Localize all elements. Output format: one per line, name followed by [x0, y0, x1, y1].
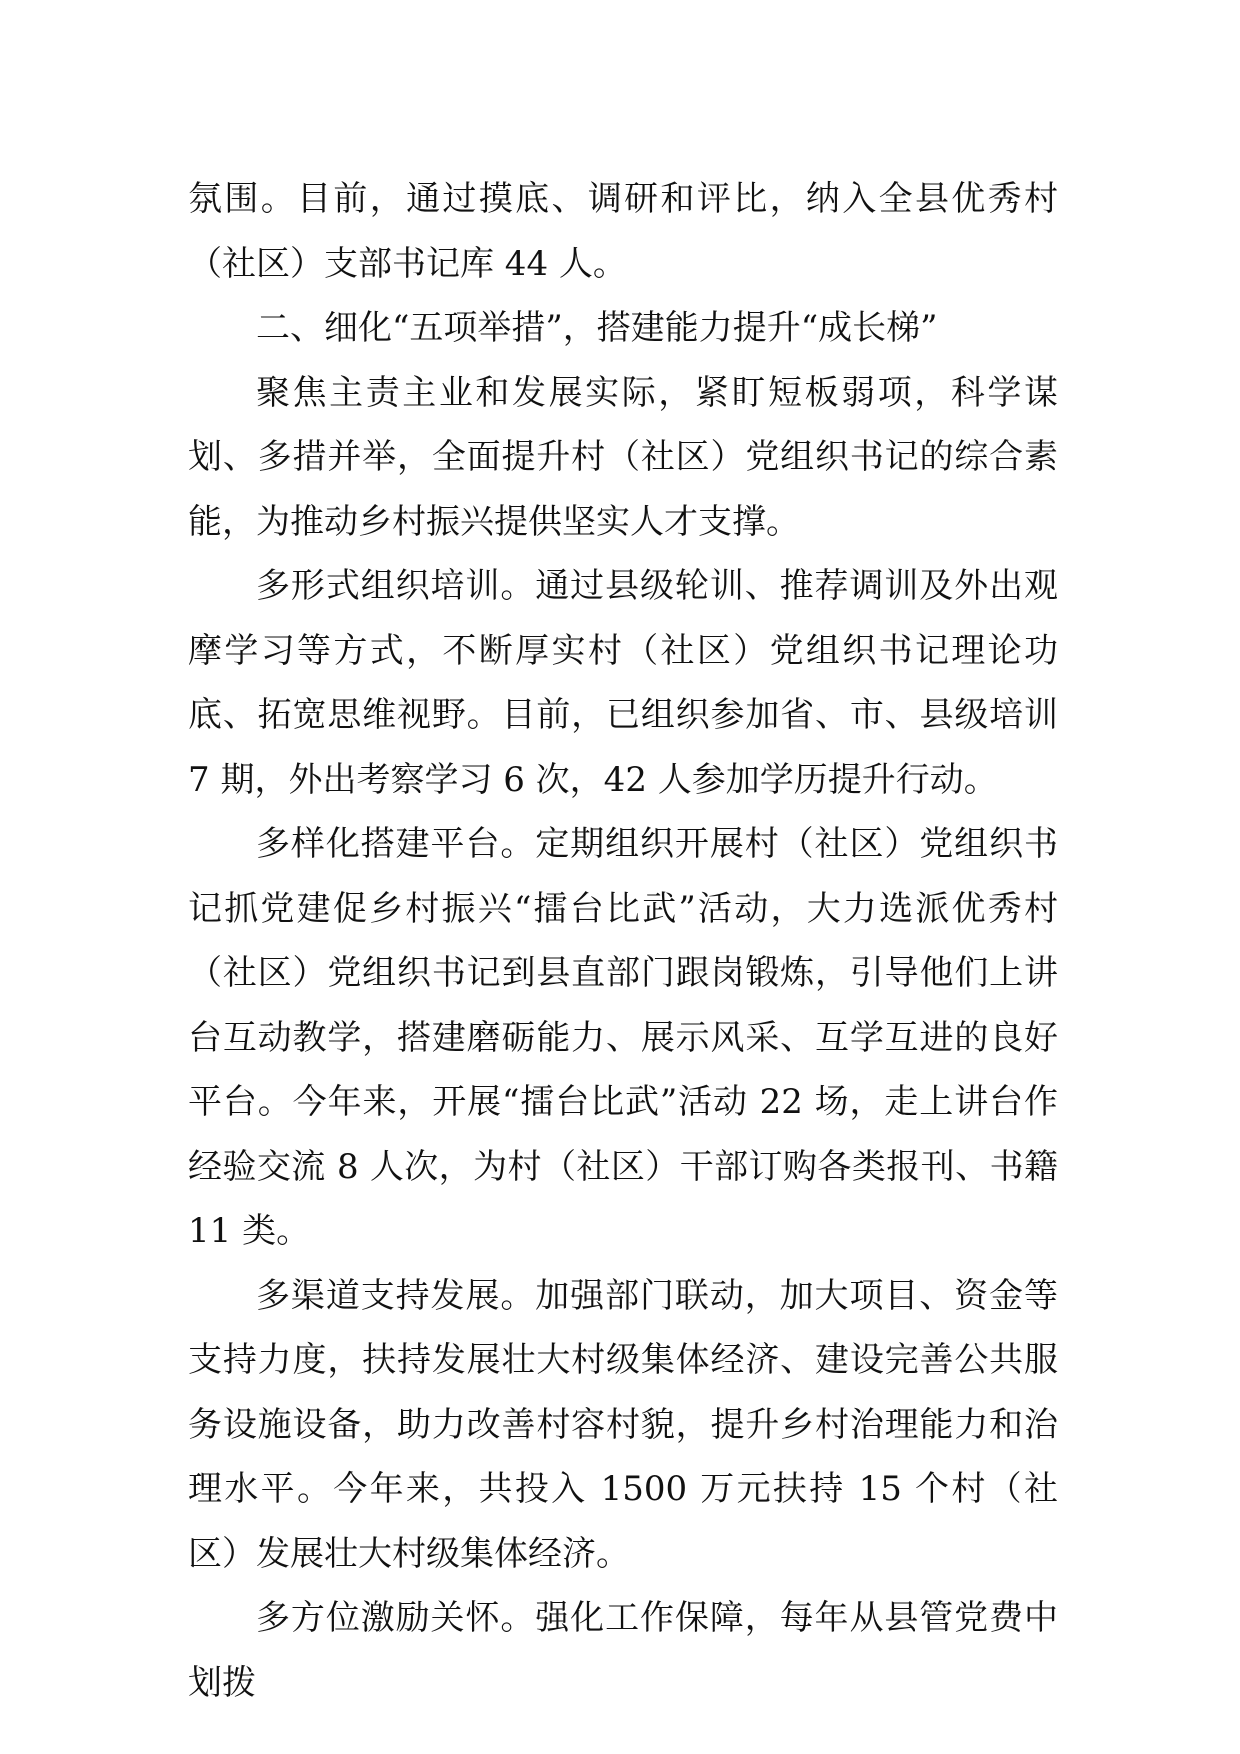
paragraph-development: 多渠道支持发展。加强部门联动，加大项目、资金等支持力度，扶持发展壮大村级集体经济、建设完善公共服务设施设备，助力改善村容村貌，提升乡村治理能力和治理水平。今年来，共投入 1500 万元扶持 15 个村（社区）发展壮大村级集体经济。 — [188, 1275, 1058, 1574]
paragraph-incentive: 多方位激励关怀。强化工作保障，每年从县管党费中划拨 — [188, 1598, 1058, 1703]
paragraph-training: 多形式组织培训。通过县级轮训、推荐调训及外出观摩学习等方式，不断厚实村（社区）党组织书记理论功底、拓宽思维视野。目前，已组织参加省、市、县级培训 7 期，外出考察学习 6 次，42 人参加学历提升行动。 — [188, 566, 1058, 800]
section-heading: 二、细化“五项举措”，搭建能力提升“成长梯” — [256, 308, 938, 348]
paragraph-intro: 聚焦主责主业和发展实际，紧盯短板弱项，科学谋划、多措并举，全面提升村（社区）党组织书记的综合素能，为推动乡村振兴提供坚实人才支撑。 — [188, 372, 1058, 542]
paragraph-platform: 多样化搭建平台。定期组织开展村（社区）党组织书记抓党建促乡村振兴“擂台比武”活动，大力选派优秀村（社区）党组织书记到县直部门跟岗锻炼，引导他们上讲台互动教学，搭建磨砺能力、展示风采、互学互进的良好平台。今年来，开展“擂台比武”活动 22 场，走上讲台作经验交流 8 人次，为村（社区）干部订购各类报刊、书籍 11 类。 — [188, 824, 1058, 1251]
document-body — [188, 167, 1058, 1715]
paragraph-continuation: 氛围。目前，通过摸底、调研和评比，纳入全县优秀村（社区）支部书记库 44 人。 — [188, 179, 1058, 284]
